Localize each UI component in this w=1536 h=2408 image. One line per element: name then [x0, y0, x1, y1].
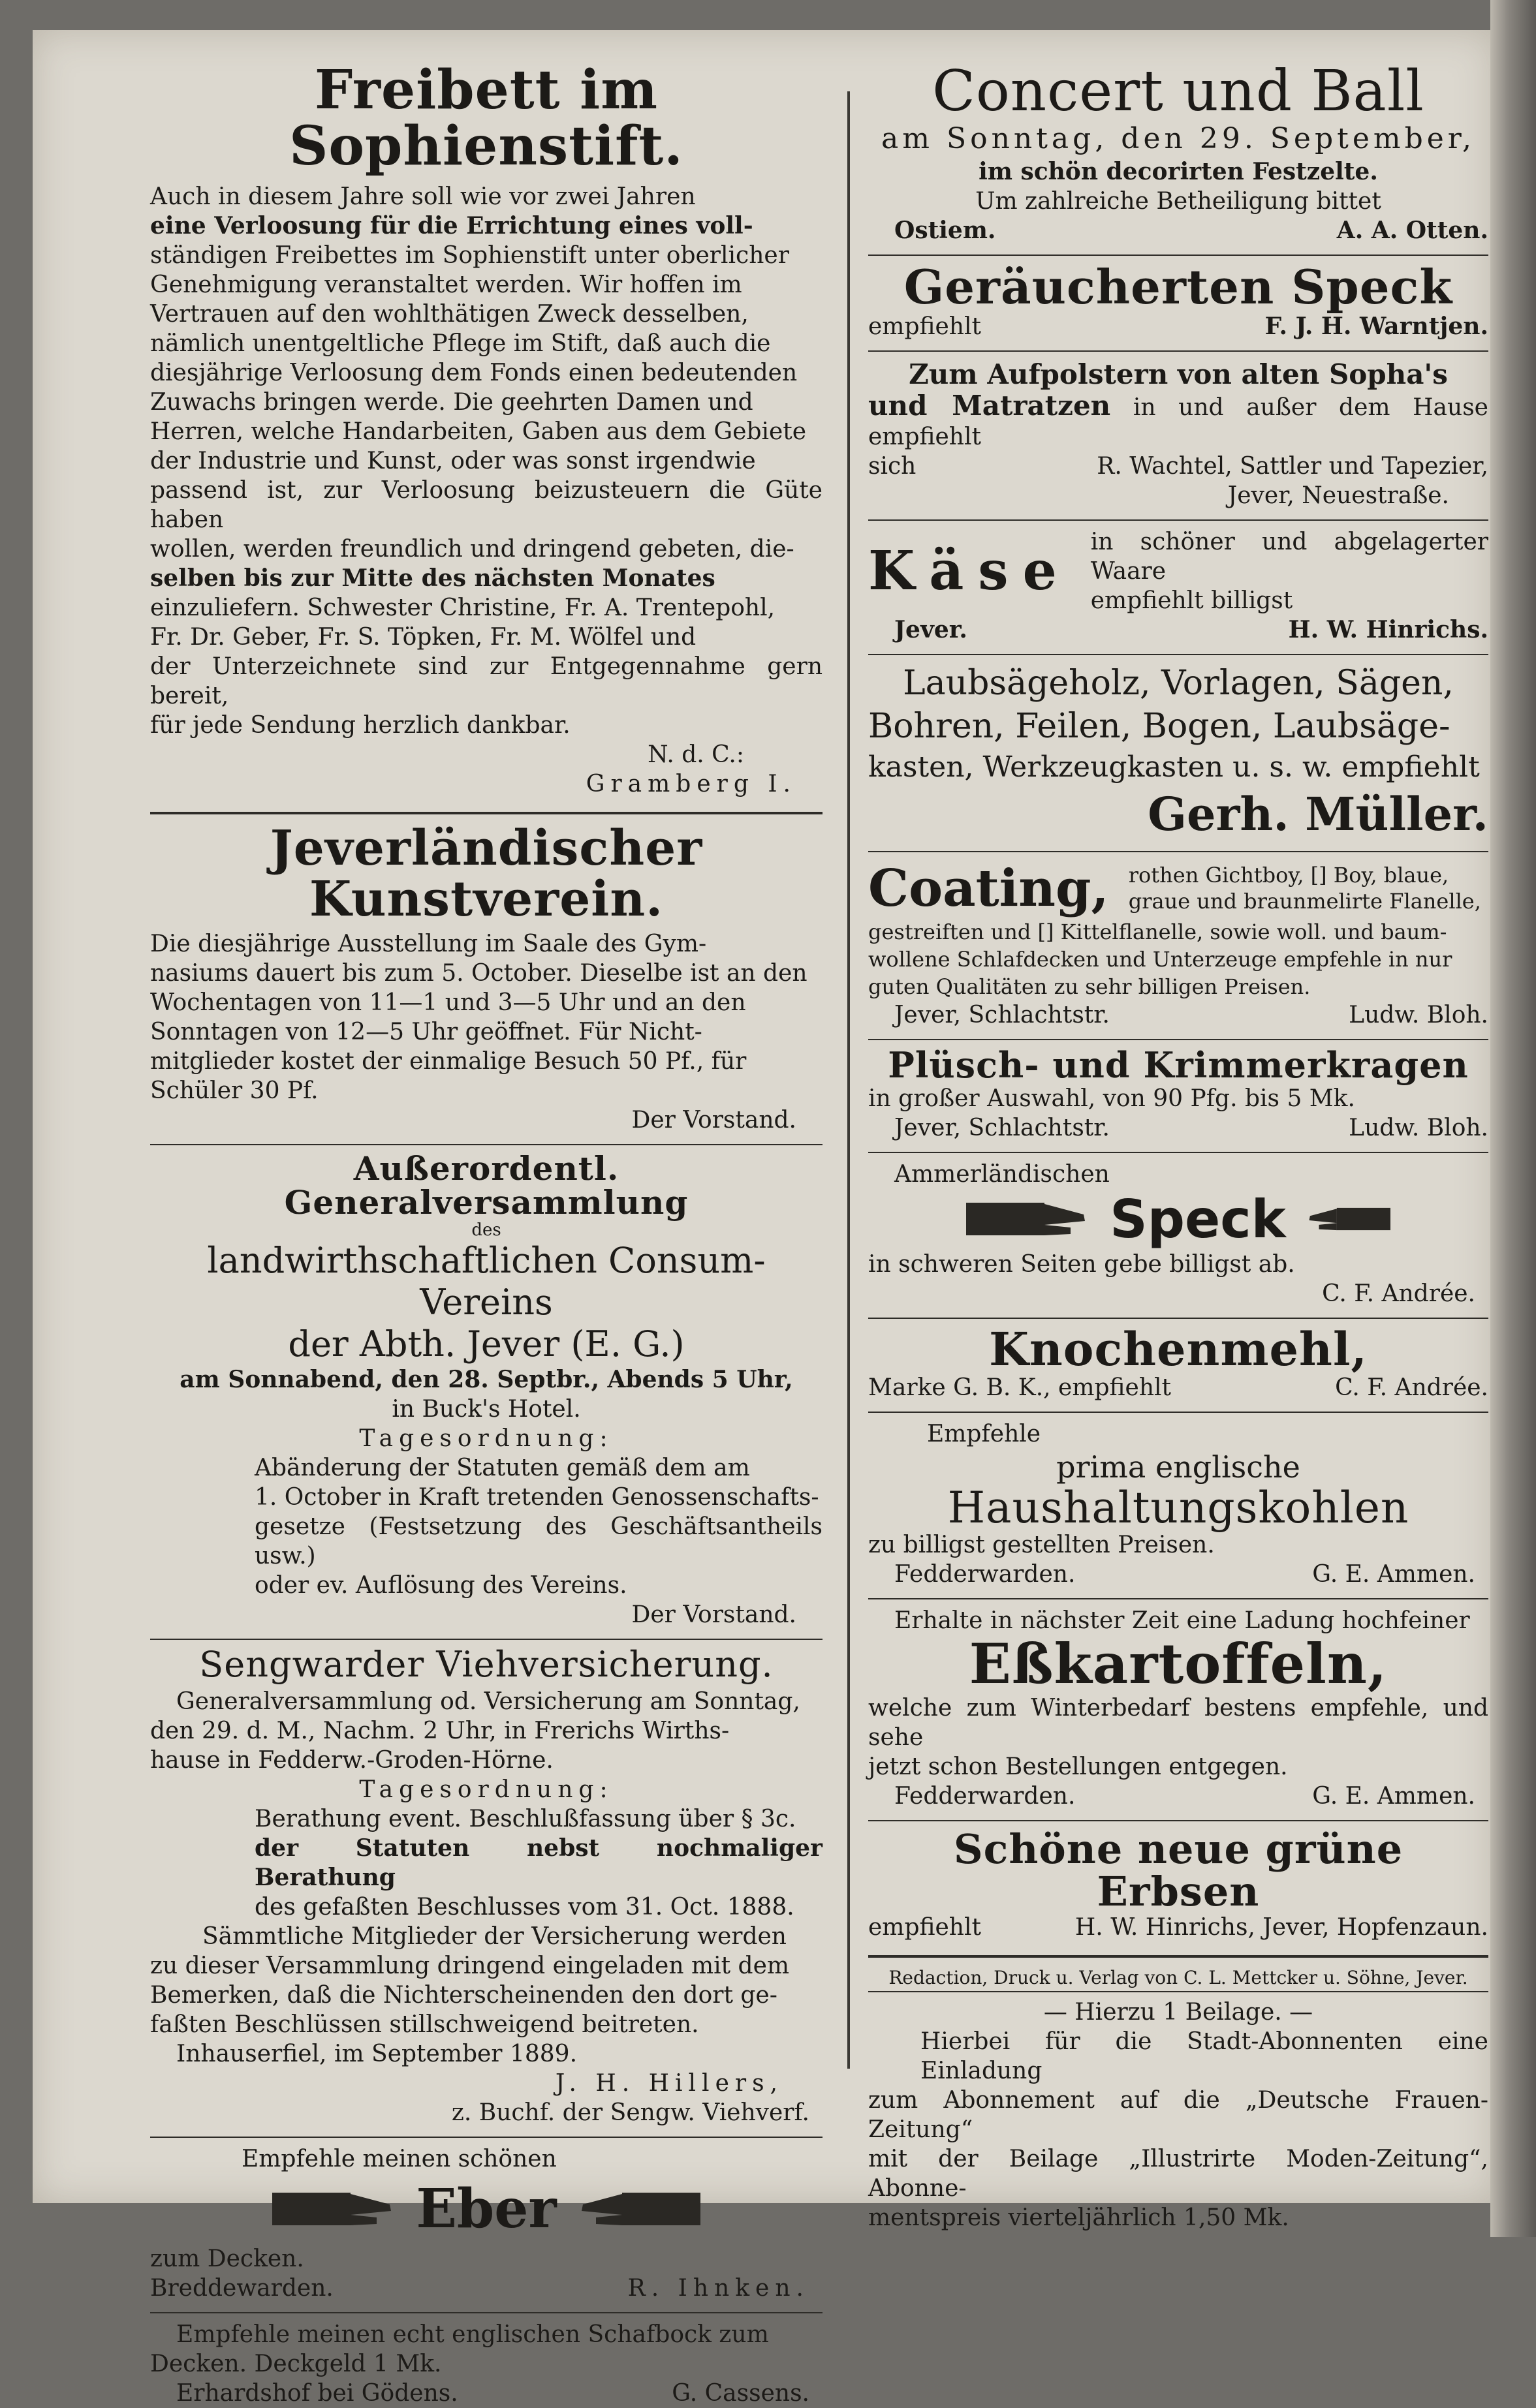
sattler-line3 — [868, 452, 1488, 481]
pointing-hand-left-icon — [576, 2186, 700, 2232]
freibett-title: Freibett im Sophienstift. — [289, 59, 683, 178]
kaese-footer — [868, 615, 1488, 645]
ad-schafbock — [150, 2320, 823, 2408]
body-line: Sämmtliche Mitglieder der Versicherung werden — [202, 1923, 787, 1951]
pointing-hand-right-icon — [272, 2186, 396, 2232]
ad-concert — [868, 59, 1488, 245]
knochenmehl-footer — [868, 1373, 1488, 1402]
speck2-line1: in schweren Seiten gebe billigst ab. — [868, 1250, 1295, 1278]
pluesch-footer — [868, 1113, 1488, 1143]
kartoffeln-place: Fedderwarden. — [894, 1782, 1076, 1810]
speck1-footer — [868, 312, 1488, 341]
divider — [868, 1412, 1488, 1413]
divider — [868, 519, 1488, 521]
gv-title3: der Abth. Jever (E. G.) — [288, 1323, 685, 1365]
kartoffeln-line1: Erhalte in nächster Zeit eine Ladung hochfeiner — [894, 1607, 1470, 1635]
laubsaege-name: Gerh. Müller. — [1148, 786, 1488, 841]
kaese-line2: empfiehlt billigst — [1090, 587, 1293, 614]
body-line: der Unterzeichnete sind zur Entgegennahme gern bereit, — [150, 653, 823, 710]
notice-line: mentspreis vierteljährlich 1,50 Mk. — [868, 2204, 1289, 2231]
sengwarder-title: Sengwarder Viehversicherung. — [199, 1643, 774, 1685]
sattler-line2 — [868, 391, 1488, 452]
coating-line4: wollene Schlafdecken und Unterzeuge empfehle in nur — [868, 946, 1452, 972]
pluesch-line1: in großer Auswahl, von 90 Pfg. bis 5 Mk. — [868, 1085, 1355, 1112]
eber-line — [150, 2178, 823, 2240]
concert-title: Concert und Ball — [932, 59, 1424, 124]
schafbock-footer — [150, 2379, 823, 2408]
agenda-line: oder ev. Auflösung des Vereins. — [255, 1571, 627, 1599]
ad-sengwarder — [150, 1643, 823, 2128]
kunstverein-sign: Der Vorstand. — [631, 1106, 796, 1134]
coating-name: Ludw. Bloh. — [1349, 1001, 1488, 1028]
page-edge — [1490, 0, 1536, 2237]
divider — [150, 1639, 823, 1640]
speck1-recommend: empfiehlt — [868, 313, 981, 340]
concert-place: Ostiem. — [894, 217, 996, 245]
eber-word: Eber — [416, 2178, 557, 2241]
divider — [868, 654, 1488, 655]
coating-footer — [868, 1000, 1488, 1030]
ad-pluesch — [868, 1043, 1488, 1143]
eber-place: Breddewarden. — [150, 2275, 334, 2302]
body-line: Auch in diesem Jahre soll wie vor zwei Jahren — [150, 183, 696, 211]
body-line: nasiums dauert bis zum 5. October. Dieselbe ist an den — [150, 959, 807, 987]
erbsen-title: Schöne neue grüne Erbsen — [953, 1825, 1403, 1915]
left-column — [150, 59, 823, 2408]
right-column — [868, 59, 1488, 2232]
divider — [150, 2312, 823, 2313]
sattler-line2a: und Matratzen — [868, 389, 1111, 422]
pluesch-place: Jever, Schlachtstr. — [894, 1114, 1110, 1141]
kohlen-place: Fedderwarden. — [894, 1561, 1076, 1588]
body-line: Genehmigung veranstaltet werden. Wir hoffen im — [150, 271, 742, 299]
body-line: faßten Beschlüssen stillschweigend beitreten. — [150, 2011, 699, 2039]
gv-agenda — [150, 1453, 823, 1600]
divider — [868, 1152, 1488, 1153]
divider — [868, 1955, 1488, 1958]
knochenmehl-title: Knochenmehl, — [989, 1321, 1368, 1376]
notice-line: zum Abonnement auf die „Deutsche Frauen-Zeitung“ — [868, 2086, 1488, 2143]
sattler-line1: Zum Aufpolstern von alten Sopha's — [909, 358, 1448, 390]
body-line: selben bis zur Mitte des nächsten Monates — [150, 564, 715, 593]
ad-coating — [868, 859, 1488, 1030]
body-line: diesjährige Verloosung dem Fonds einen bedeutenden — [150, 360, 798, 387]
coating-row — [868, 859, 1488, 918]
coating-word: Coating, — [868, 858, 1109, 918]
divider — [868, 1039, 1488, 1040]
body-line: nämlich unentgeltliche Pflege im Stift, daß auch die — [150, 330, 771, 358]
divider — [868, 255, 1488, 256]
beilage: — Hierzu 1 Beilage. — — [1043, 1998, 1313, 2026]
ad-generalversammlung — [150, 1149, 823, 1629]
imprint: Redaction, Druck u. Verlag von C. L. Mettcker u. Söhne, Jever. — [888, 1966, 1468, 1988]
kartoffeln-title: Eßkartoffeln, — [969, 1631, 1388, 1697]
body-line: einzuliefern. Schwester Christine, Fr. A. Trentepohl, — [150, 594, 776, 622]
pluesch-title: Plüsch- und Krimmerkragen — [888, 1043, 1469, 1086]
schafbock-name: G. Cassens. — [672, 2380, 809, 2407]
laubsaege-line2: Bohren, Feilen, Bogen, Laubsäge- — [868, 706, 1450, 746]
erbsen-footer — [868, 1913, 1488, 1942]
body-line: passend ist, zur Verloosung beizusteuern die Güte haben — [150, 477, 823, 534]
ad-knochenmehl — [868, 1321, 1488, 1403]
pluesch-name: Ludw. Bloh. — [1349, 1114, 1488, 1141]
kaese-place: Jever. — [894, 615, 967, 643]
notice-line: Hierbei für die Stadt-Abonnenten eine Einladung — [920, 2028, 1488, 2084]
sengwarder-agenda-head: Tagesordnung: — [359, 1776, 614, 1804]
coating-line3: gestreiften und [] Kittelflanelle, sowie woll. und baum- — [868, 919, 1447, 944]
eber-intro: Empfehle meinen schönen — [242, 2146, 557, 2173]
sattler-line2b: in und außer dem Hause empfiehlt — [868, 394, 1488, 450]
kohlen-title: Haushaltungskohlen — [947, 1483, 1409, 1534]
kartoffeln-name: G. E. Ammen. — [1312, 1782, 1475, 1810]
ad-freibett — [150, 59, 823, 799]
kaese-text — [1091, 527, 1488, 615]
ad-erbsen — [868, 1825, 1488, 1942]
sengwarder-sign1: J. H. Hillers, — [555, 2070, 783, 2097]
coating-text — [1129, 862, 1481, 914]
concert-sub: im schön decorirten Festzelte. — [979, 158, 1378, 186]
gv-agenda-head: Tagesordnung: — [359, 1425, 614, 1452]
sengwarder-sign2: z. Buchf. der Sengw. Viehverf. — [451, 2099, 809, 2127]
speck1-name: F. J. H. Warntjen. — [1264, 312, 1488, 340]
kartoffeln-footer — [868, 1782, 1488, 1811]
eber-footer — [150, 2274, 823, 2303]
kaese-line1: in schöner und abgelagerter Waare — [1090, 528, 1488, 585]
knochenmehl-name: C. F. Andrée. — [1335, 1374, 1488, 1402]
gv-title: Außerordentl. Generalversammlung — [284, 1149, 689, 1222]
kaese-name: H. W. Hinrichs. — [1288, 615, 1488, 643]
kohlen-intro: Empfehle — [927, 1421, 1041, 1448]
divider — [868, 1598, 1488, 1599]
body-line: Vertrauen auf den wohlthätigen Zweck desselben, — [150, 301, 749, 328]
agenda-line: Abänderung der Statuten gemäß dem am — [255, 1454, 750, 1481]
sattler-line3b: R. Wachtel, Sattler und Tapezier, — [1097, 452, 1488, 480]
laubsaege-line3: kasten, Werkzeugkasten u. s. w. empfiehlt — [868, 750, 1480, 784]
body-line: Generalversammlung od. Versicherung am Sonntag, — [176, 1688, 800, 1716]
agenda-line: 1. October in Kraft tretenden Genossenschafts- — [255, 1483, 819, 1511]
erbsen-line1: empfiehlt — [868, 1913, 981, 1941]
body-line: wollen, werden freundlich und dringend gebeten, die- — [150, 536, 794, 563]
notice-line: mit der Beilage „Illustrirte Moden-Zeitung“, Abonne- — [868, 2145, 1488, 2202]
body-line: hause in Fedderw.-Groden-Hörne. — [150, 1747, 554, 1774]
erbsen-name: H. W. Hinrichs, Jever, Hopfenzaun. — [1074, 1913, 1488, 1941]
divider — [868, 350, 1488, 352]
agenda-line: Berathung event. Beschlußfassung über § 3c. — [255, 1806, 796, 1833]
body-line: für jede Sendung herzlich dankbar. — [150, 712, 571, 739]
body-line: den 29. d. M., Nachm. 2 Uhr, in Frerichs Wirths- — [150, 1718, 730, 1745]
kunstverein-title: Jeverländischer Kunstverein. — [270, 820, 703, 927]
schafbock-line1: Empfehle meinen echt englischen Schafbock zum — [176, 2321, 769, 2349]
gv-date: am Sonnabend, den 28. Septbr., Abends 5 Uhr, — [180, 1365, 793, 1393]
gv-des: des — [471, 1220, 501, 1240]
laubsaege-line1: Laubsägeholz, Vorlagen, Sägen, — [903, 663, 1454, 703]
divider — [150, 812, 823, 814]
speck1-title: Geräucherten Speck — [903, 259, 1453, 315]
gv-title2: landwirthschaftlichen Consum-Vereins — [207, 1239, 766, 1323]
kohlen-footer — [868, 1560, 1488, 1589]
speck2-intro: Ammerländischen — [894, 1160, 1110, 1188]
ad-laubsaege — [868, 662, 1488, 842]
body-line: Sonntagen von 12—5 Uhr geöffnet. Für Nicht- — [150, 1018, 702, 1045]
gv-place: in Buck's Hotel. — [392, 1395, 581, 1423]
concert-date: am Sonntag, den 29. September, — [881, 122, 1475, 156]
subscription-notice — [868, 2027, 1488, 2232]
concert-footer — [868, 216, 1488, 245]
eber-name: R. Ihnken. — [627, 2275, 809, 2302]
speck2-word: Speck — [1110, 1188, 1286, 1250]
kohlen-line2: zu billigst gestellten Preisen. — [868, 1532, 1215, 1559]
concert-name: A. A. Otten. — [1336, 217, 1488, 245]
body-line: eine Verloosung für die Errichtung eines voll- — [150, 212, 753, 240]
kohlen-line1: prima englische — [1056, 1449, 1300, 1485]
ad-kaese — [868, 527, 1488, 645]
agenda-line: der Statuten nebst nochmaliger Berathung — [255, 1834, 823, 1892]
sengwarder-place-date: Inhauserfiel, im September 1889. — [176, 2041, 578, 2068]
ad-eber — [150, 2144, 823, 2303]
body-line: der Industrie und Kunst, oder was sonst irgendwie — [150, 448, 756, 475]
speck2-line — [868, 1189, 1488, 1250]
ad-kartoffeln — [868, 1606, 1488, 1810]
agenda-line: des gefaßten Beschlusses vom 31. Oct. 1888. — [255, 1894, 794, 1921]
pointing-hand-right-icon — [966, 1196, 1090, 1242]
divider — [868, 851, 1488, 852]
gv-sign: Der Vorstand. — [631, 1601, 796, 1628]
ad-sattler — [868, 358, 1488, 510]
concert-invite: Um zahlreiche Betheiligung bittet — [975, 188, 1381, 215]
schafbock-place: Erhardshof bei Gödens. — [176, 2380, 458, 2407]
body-line: Wochentagen von 11—1 und 3—5 Uhr und an den — [150, 989, 746, 1016]
kartoffeln-line2: welche zum Winterbedarf bestens empfehle, und sehe — [868, 1694, 1488, 1751]
coating-line1: rothen Gichtboy, [] Boy, blaue, — [1128, 863, 1449, 888]
ad-kohlen — [868, 1419, 1488, 1589]
sengwarder-agenda — [150, 1804, 823, 1922]
body-line: Bemerken, daß die Nichterscheinenden den dort ge- — [150, 1982, 777, 2009]
body-line: ständigen Freibettes im Sophienstift unter oberlicher — [150, 242, 789, 270]
kartoffeln-line3: jetzt schon Bestellungen entgegen. — [868, 1753, 1288, 1780]
kaese-word: Käse — [868, 540, 1071, 603]
agenda-line: gesetze (Festsetzung des Geschäftsantheils usw.) — [255, 1513, 823, 1569]
body-line: Zuwachs bringen werde. Die geehrten Damen und — [150, 389, 753, 416]
ad-speck2 — [868, 1160, 1488, 1308]
sattler-line4: Jever, Neuestraße. — [1227, 482, 1449, 509]
divider — [868, 1991, 1488, 1992]
knochenmehl-line1: Marke G. B. K., empfiehlt — [868, 1374, 1171, 1402]
body-line: Die diesjährige Ausstellung im Saale des Gym- — [150, 930, 707, 957]
coating-line5: guten Qualitäten zu sehr billigen Preisen. — [868, 974, 1311, 999]
eber-after: zum Decken. — [150, 2246, 304, 2273]
divider — [150, 2137, 823, 2138]
body-line: zu dieser Versammlung dringend eingeladen mit dem — [150, 1953, 790, 1980]
divider — [150, 1144, 823, 1145]
column-divider — [847, 91, 850, 2069]
coating-line2: graue und braunmelirte Flanelle, — [1128, 889, 1481, 914]
sattler-line3a: sich — [868, 452, 917, 480]
ad-kunstverein — [150, 820, 823, 1134]
body-line: mitglieder kostet der einmalige Besuch 50 Pf., für — [150, 1047, 747, 1075]
divider — [868, 1318, 1488, 1319]
freibett-sign2: Gramberg I. — [586, 771, 796, 798]
freibett-body — [150, 182, 823, 740]
coating-place: Jever, Schlachtstr. — [894, 1001, 1110, 1028]
schafbock-line2: Decken. Deckgeld 1 Mk. — [150, 2351, 442, 2378]
kaese-row — [868, 527, 1488, 615]
body-line: Schüler 30 Pf. — [150, 1077, 319, 1104]
body-line: Fr. Dr. Geber, Fr. S. Töpken, Fr. M. Wölfel und — [150, 624, 697, 651]
divider — [868, 1820, 1488, 1821]
ad-speck1 — [868, 259, 1488, 341]
speck2-name: C. F. Andrée. — [1322, 1280, 1475, 1307]
pointing-hand-left-icon — [1306, 1196, 1390, 1242]
body-line: Herren, welche Handarbeiten, Gaben aus dem Gebiete — [150, 418, 807, 446]
freibett-sign1: N. d. C.: — [648, 741, 744, 769]
kohlen-name: G. E. Ammen. — [1312, 1561, 1475, 1588]
